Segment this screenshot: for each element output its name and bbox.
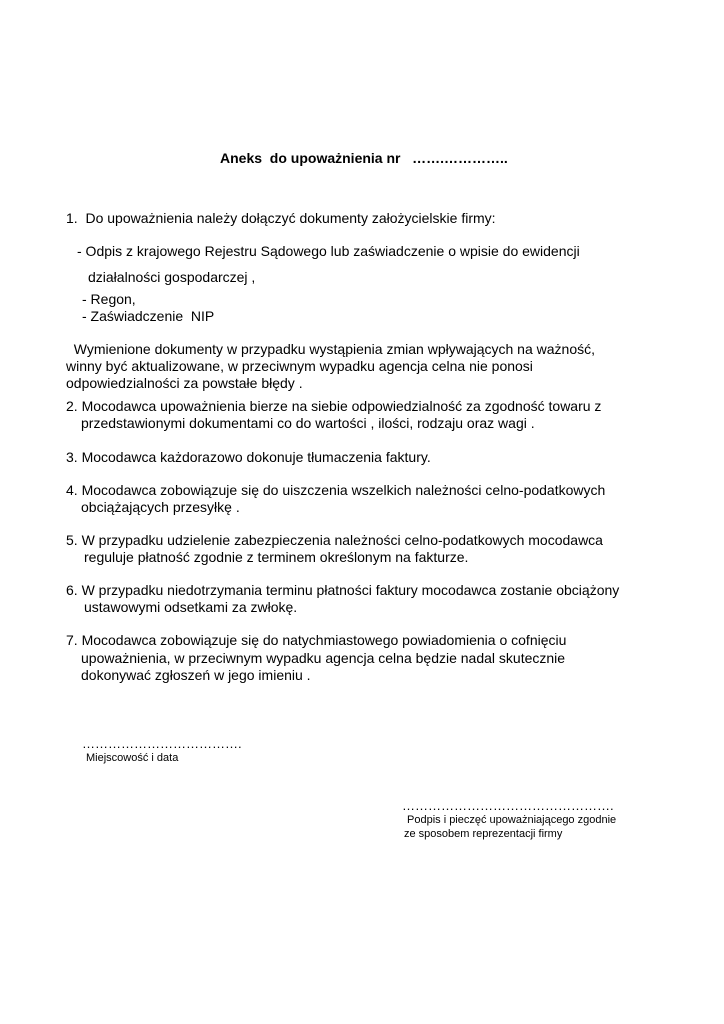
item-7-line-1: 7. Mocodawca zobowiązuje się do natychmiastowego powiadomienia o cofnięciu bbox=[66, 632, 567, 648]
item-2-line-2: przedstawionymi dokumentami co do wartości , ilości, rodzaju oraz wagi . bbox=[81, 415, 535, 431]
item-7-line-3: dokonywać zgłoszeń w jego imieniu . bbox=[81, 667, 311, 683]
item-3-line-1: 3. Mocodawca każdorazowo dokonuje tłumaczenia faktury. bbox=[66, 449, 431, 465]
place-date-dotted-line: ………………………………. bbox=[82, 736, 242, 751]
item-1-note-line-1: Wymienione dokumenty w przypadku wystąpienia zmian wpływających na ważność, bbox=[66, 341, 595, 357]
signature-label-line-1: Podpis i pieczęć upoważniającego zgodnie bbox=[407, 814, 617, 826]
item-7-line-2: upoważnienia, w przeciwnym wypadku agencja celna będzie nadal skutecznie bbox=[81, 650, 566, 666]
item-1-sub-krs-cont: działalności gospodarczej , bbox=[88, 269, 256, 285]
item-1-sub-regon: - Regon, bbox=[82, 291, 136, 307]
item-5-line-1: 5. W przypadku udzielenie zabezpieczenia należności celno-podatkowych mocodawca bbox=[66, 532, 603, 548]
item-2-line-1: 2. Mocodawca upoważnienia bierze na siebie odpowiedzialność za zgodność towaru z bbox=[66, 398, 602, 414]
signature-dotted-line: …………………………………………. bbox=[402, 798, 614, 813]
place-date-label: Miejscowość i data bbox=[86, 752, 179, 764]
item-6-line-2: ustawowymi odsetkami za zwłokę. bbox=[84, 599, 298, 615]
item-6-line-1: 6. W przypadku niedotrzymania terminu płatności faktury mocodawca zostanie obciążony bbox=[66, 582, 620, 598]
item-1-note-line-2: winny być aktualizowane, w przeciwnym wypadku agencja celna nie ponosi bbox=[66, 358, 533, 374]
item-1-sub-nip: - Zaświadczenie NIP bbox=[82, 308, 215, 324]
item-1-text: 1. Do upoważnienia należy dołączyć dokumenty założycielskie firmy: bbox=[66, 210, 496, 226]
item-1-note-line-3: odpowiedzialności za powstałe błędy . bbox=[66, 375, 303, 391]
item-4-line-2: obciążających przesyłkę . bbox=[81, 499, 240, 515]
signature-label-line-2: ze sposobem reprezentacji firmy bbox=[404, 828, 563, 840]
item-1-sub-krs: - Odpis z krajowego Rejestru Sądowego lub zaświadczenie o wpisie do ewidencji bbox=[77, 243, 580, 259]
document-title: Aneks do upoważnienia nr …….………….. bbox=[220, 150, 508, 166]
item-4-line-1: 4. Mocodawca zobowiązuje się do uiszczenia wszelkich należności celno-podatkowych bbox=[66, 482, 606, 498]
item-5-line-2: reguluje płatność zgodnie z terminem określonym na fakturze. bbox=[84, 549, 469, 565]
